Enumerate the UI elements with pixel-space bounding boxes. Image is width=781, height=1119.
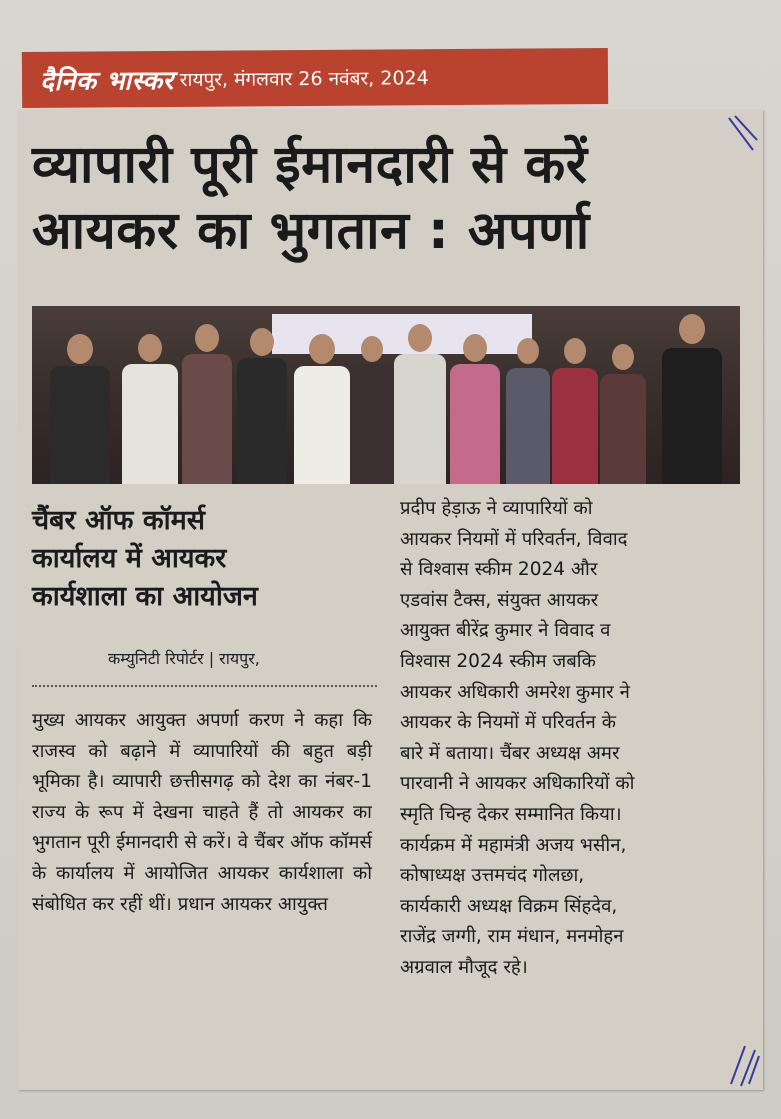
text-line: पूरी ईमानदारी से करें। वे चैंबर ऑफ [87,832,324,854]
text-line: मुख्य आयकर आयुक्त अपर्णा [32,710,239,731]
photo-person [506,338,550,484]
photo-person [394,324,446,484]
pen-mark-icon [723,1040,763,1090]
text-line: है। व्यापारी छत्तीसगढ़ को देश का [87,771,318,793]
photo-person [450,334,500,484]
text-line: आयकर नियमों में परिवर्तन, विवाद [400,528,628,550]
headline-line-2: आयकर का भुगतान : अपर्णा [32,201,590,261]
subheadline [32,502,377,616]
text-line: कार्यक्रम में महामंत्री अजय भसीन, [400,834,627,856]
photo-person [50,334,110,484]
dateline: रायपुर, मंगलवार 26 नवंबर, 2024 [179,67,429,91]
subhead-line-3: कार्यशाला का आयोजन [32,581,258,612]
subhead-line-1: चैंबर ऑफ कॉमर्स [32,505,205,536]
photo-person [182,324,232,484]
byline: कम्युनिटी रिपोर्टर | रायपुर, [108,649,260,668]
text-line: आयकर कार्यशाला को संबोधित [32,862,372,915]
text-line: आयकर अधिकारी अमरेश कुमार ने [400,681,630,703]
text-line: से विश्वास स्कीम 2024 और [400,559,598,581]
text-line: स्मृति चिन्ह देकर सम्मानित किया। [400,803,622,825]
article-column-left [32,706,372,920]
article-clipping [18,110,763,1090]
text-line: करण ने कहा कि राजस्व को बढ़ाने [32,710,373,762]
text-line: आयुक्त बीरेंद्र कुमार ने विवाद व [400,620,611,642]
masthead [22,48,608,108]
photo-person [662,314,722,484]
subhead-line-2: कार्यालय में आयकर [32,543,227,574]
article-column-right [400,494,738,984]
dotted-divider [32,685,377,687]
photo-person [122,334,178,484]
text-line: अग्रवाल मौजूद रहे। [400,956,528,978]
text-line: एडवांस टैक्स, संयुक्त आयकर [400,589,599,611]
text-line: प्रदीप हेड़ाऊ ने व्यापारियों को [400,498,593,519]
group-photo [32,306,740,484]
headline [32,132,752,264]
photo-person [237,328,287,484]
photo-person [350,336,394,484]
text-line: राजेंद्र जग्गी, राम मंधान, मनमोहन [400,926,624,948]
text-line: कर रहीं थीं। प्रधान आयकर आयुक्त [92,893,328,915]
text-line: कार्यकारी अध्यक्ष विक्रम सिंहदेव, [400,895,618,917]
newspaper-brand: दैनिक भास्कर [39,65,174,97]
text-line: पारवानी ने आयकर अधिकारियों को [400,773,635,795]
text-line: चाहते हैं तो आयकर का भुगतान [32,801,372,854]
photo-person [294,334,350,484]
text-line: आयकर के नियमों में परिवर्तन के [400,712,616,734]
text-line: कॉमर्स के कार्यालय में आयोजित [32,832,372,884]
text-line: विश्वास 2024 स्कीम जबकि [400,650,596,672]
text-line: में व्यापारियों की बहुत बड़ी भूमिका [32,740,372,793]
text-line: नंबर-1 राज्य के रूप में देखना [32,771,372,823]
photo-person [600,344,646,484]
text-line: कोषाध्यक्ष उत्तमचंद गोलछा, [400,865,585,887]
text-line: बारे में बताया। चैंबर अध्यक्ष अमर [400,742,620,764]
headline-line-1: व्यापारी पूरी ईमानदारी से करें [32,135,588,195]
photo-person [552,338,598,484]
